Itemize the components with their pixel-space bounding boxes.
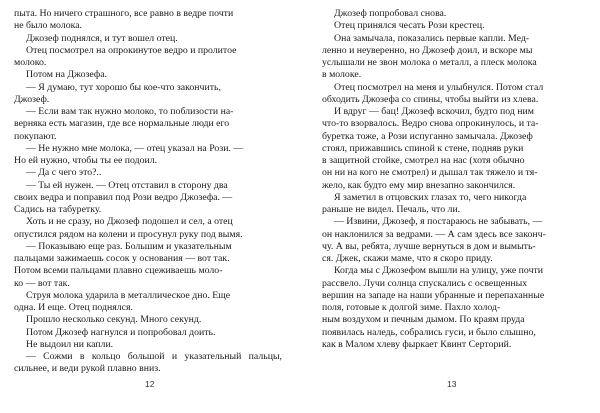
paragraph: — Извини, Джозеф, я постараюсь не забывать, — он наклонился за ведрами. — А сам здесь все законч- чу. А вы, ребята, лучше вернуться в дом и вымыть- ся. Джек, скажи маме, что я скоро приду.: [322, 216, 546, 264]
paragraph: Она замычала, показались первые капли. Мед- ленно и неуверенно, но Джозеф доил, и вскоре мы услышали не звон молока о металл, а плеск молока в молоке.: [322, 32, 537, 81]
paragraph: — Ты ей нужен. — Отец отставил в сторону два своих ведра и поправил под Рози ведро Джозефа. — Садись на табуретку.: [14, 179, 233, 215]
paragraph: Хоть и не сразу, но Джозеф подошел и сел, а отец опустился рядом на колени и просунул руку под вымя.: [14, 216, 243, 240]
paragraph: И вдруг — бац! Джозеф вскочил, будто под ним что-то взорвалось. Ведро снова опрокинулось, и та- буретка тоже, а Рози испуганно замычала. Джозеф стоял, прижавшись спиной к стене, подняв руки в защитной стойке, смотрел на нас (хотя обычно он ни на кого не смотрел) и дышал так тяжело и тя- жело, как будто ему мир внезапно закончился.: [322, 106, 539, 191]
left-page-number: 12: [145, 379, 155, 389]
paragraph: Струя молока ударила в металлическое дно. Еще одна. И еще. Отец поднялся.: [14, 289, 231, 313]
paragraph: Не выдоил ни капли.: [26, 338, 114, 350]
paragraph: — Да с чего это?..: [26, 167, 102, 179]
paragraph: — Я думаю, тут хорошо бы кое-что закончить, Джозеф.: [14, 81, 221, 105]
paragraph: — Не нужно мне молока, — отец указал на Рози. — Но ей нужно, чтобы ты ее подоил.: [14, 142, 244, 166]
right-page: [322, 8, 592, 403]
paragraph: Потом на Джозефа.: [26, 69, 107, 81]
paragraph: Джозеф поднялся, и тут вошел отец.: [26, 32, 178, 44]
paragraph: Прошло несколько секунд. Много секунд.: [26, 314, 202, 326]
paragraph: Отец посмотрел на опрокинутое ведро и пролитое молоко.: [14, 44, 237, 68]
paragraph: — Если вам так нужно молоко, то поблизости на- верняка есть магазин, где все нормальные люди его покупают.: [14, 106, 234, 142]
paragraph: Джозеф попробовал снова.: [334, 8, 447, 19]
left-page: [14, 8, 282, 403]
right-page-number: 13: [447, 379, 457, 389]
right-page-text: [322, 8, 592, 351]
paragraph: Я заметил в отцовских глазах то, чего никогда раньше не видел. Печаль, что ли.: [322, 191, 527, 215]
paragraph: — Показываю еще раз. Большим и указательным пальцами зажимаешь сосок у основания — вот так. Потом всеми пальцами плавно сцеживаешь моло- ко — вот так.: [14, 240, 232, 289]
left-page-text: [14, 8, 282, 376]
paragraph: Отец посмотрел на меня и улыбнулся. Потом стал обходить Джозефа со спины, чтобы выйти из хлева.: [322, 81, 544, 105]
paragraph: Потом Джозеф нагнулся и попробовал доить.: [26, 326, 216, 338]
paragraph: пыта. Но ничего страшного, все равно в ведре почти не было молока.: [14, 8, 234, 32]
paragraph: Когда мы с Джозефом вышли на улицу, уже почти рассвело. Лучи солнца спускались с освещенных вершин на западе на наши убранные и перепаханные поля, готовые к долгой зиме. Пахло холод- ным воздухом и печным дымом. По краям пруда появилась наледь, собрались гуси, и было слышно, как в Малом хлеву фыркает Квинт Серторий.: [322, 265, 545, 350]
paragraph: — Сожми в кольцо большой и указательный пальцы, сильнее, и веди рукой плавно вниз.: [14, 351, 282, 375]
paragraph: Отец принялся чесать Рози крестец.: [334, 20, 485, 32]
